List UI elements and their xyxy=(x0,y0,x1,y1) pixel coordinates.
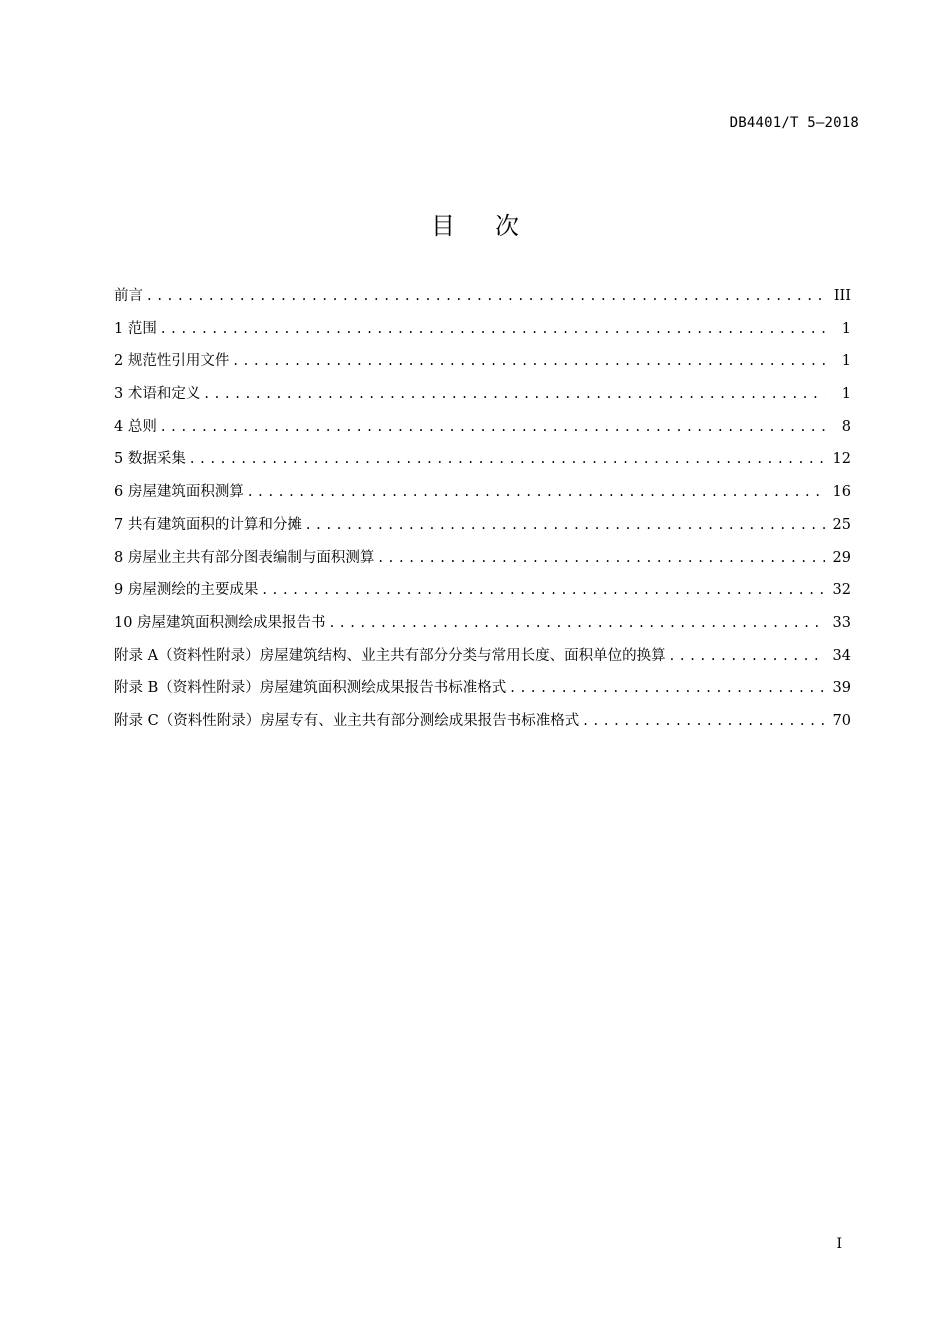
toc-entry-label[interactable]: 8 房屋业主共有部分图表编制与面积测算 xyxy=(114,549,375,566)
toc-entry-page: 16 xyxy=(832,484,851,501)
toc-title xyxy=(0,206,950,241)
toc-leader-dots xyxy=(233,349,825,374)
toc-entry-foreword[interactable] xyxy=(114,284,851,317)
toc-entry-normative-references[interactable] xyxy=(114,349,851,382)
toc-entry-page: 32 xyxy=(832,582,851,599)
toc-leader-dots xyxy=(510,676,824,701)
toc-leader-dots xyxy=(670,644,825,669)
toc-entry-page: 34 xyxy=(832,647,851,664)
toc-entry-data-collection[interactable] xyxy=(114,447,851,480)
document-code: DB4401/T 5—2018 xyxy=(729,115,859,131)
toc-entry-label[interactable]: 附录 A（资料性附录）房屋建筑结构、业主共有部分分类与常用长度、面积单位的换算 xyxy=(114,647,666,664)
toc-entry-appendix-c[interactable] xyxy=(114,709,851,742)
toc-title-char-2: 次 xyxy=(495,212,519,240)
toc-entry-page: III xyxy=(833,288,851,304)
toc-entry-label[interactable]: 前言 xyxy=(114,288,143,304)
toc-leader-dots xyxy=(330,611,825,636)
toc-leader-dots xyxy=(204,382,825,407)
toc-entry-main-results[interactable] xyxy=(114,578,851,611)
toc-entry-label[interactable]: 10 房屋建筑面积测绘成果报告书 xyxy=(114,614,326,631)
toc-entry-page: 39 xyxy=(832,680,851,697)
toc-entry-label[interactable]: 附录 C（资料性附录）房屋专有、业主共有部分测绘成果报告书标准格式 xyxy=(114,712,580,729)
toc-entry-owner-shared-charts[interactable] xyxy=(114,546,851,579)
toc-title-char-1: 目 xyxy=(431,212,455,240)
toc-entry-page: 8 xyxy=(841,418,851,435)
toc-entry-shared-area[interactable] xyxy=(114,513,851,546)
toc-entry-label[interactable]: 1 范围 xyxy=(114,320,157,337)
toc-leader-dots xyxy=(161,317,825,342)
page-number: I xyxy=(836,1236,842,1252)
toc-entry-page: 1 xyxy=(841,386,851,403)
toc-entry-page: 12 xyxy=(832,451,851,468)
toc-entry-label[interactable]: 9 房屋测绘的主要成果 xyxy=(114,582,259,599)
toc-leader-dots xyxy=(248,480,825,505)
toc-entry-label[interactable]: 4 总则 xyxy=(114,418,157,435)
toc-entry-area-calculation[interactable] xyxy=(114,480,851,513)
toc-entry-page: 25 xyxy=(832,516,851,533)
toc-entry-page: 29 xyxy=(832,549,851,566)
toc-entry-appendix-b[interactable] xyxy=(114,676,851,709)
toc-leader-dots xyxy=(161,415,825,440)
toc-entry-label[interactable]: 附录 B（资料性附录）房屋建筑面积测绘成果报告书标准格式 xyxy=(114,680,507,697)
toc-entry-page: 33 xyxy=(832,614,851,631)
toc-entry-page: 1 xyxy=(841,320,851,337)
toc-leader-dots xyxy=(378,546,824,571)
toc-entry-label[interactable]: 5 数据采集 xyxy=(114,451,186,468)
toc-entry-page: 70 xyxy=(832,712,851,729)
toc-leader-dots xyxy=(583,709,824,734)
table-of-contents xyxy=(114,284,851,742)
toc-entry-page: 1 xyxy=(841,353,851,370)
toc-entry-appendix-a[interactable] xyxy=(114,644,851,677)
toc-entry-scope[interactable] xyxy=(114,317,851,350)
toc-entry-general[interactable] xyxy=(114,415,851,448)
toc-entry-label[interactable]: 2 规范性引用文件 xyxy=(114,353,230,370)
toc-entry-label[interactable]: 7 共有建筑面积的计算和分摊 xyxy=(114,516,302,533)
toc-leader-dots xyxy=(262,578,824,603)
toc-leader-dots xyxy=(306,513,825,538)
toc-entry-terms-definitions[interactable] xyxy=(114,382,851,415)
toc-leader-dots xyxy=(147,284,825,309)
toc-entry-label[interactable]: 6 房屋建筑面积测算 xyxy=(114,484,244,501)
toc-entry-report[interactable] xyxy=(114,611,851,644)
toc-leader-dots xyxy=(190,447,825,472)
toc-entry-label[interactable]: 3 术语和定义 xyxy=(114,386,201,403)
